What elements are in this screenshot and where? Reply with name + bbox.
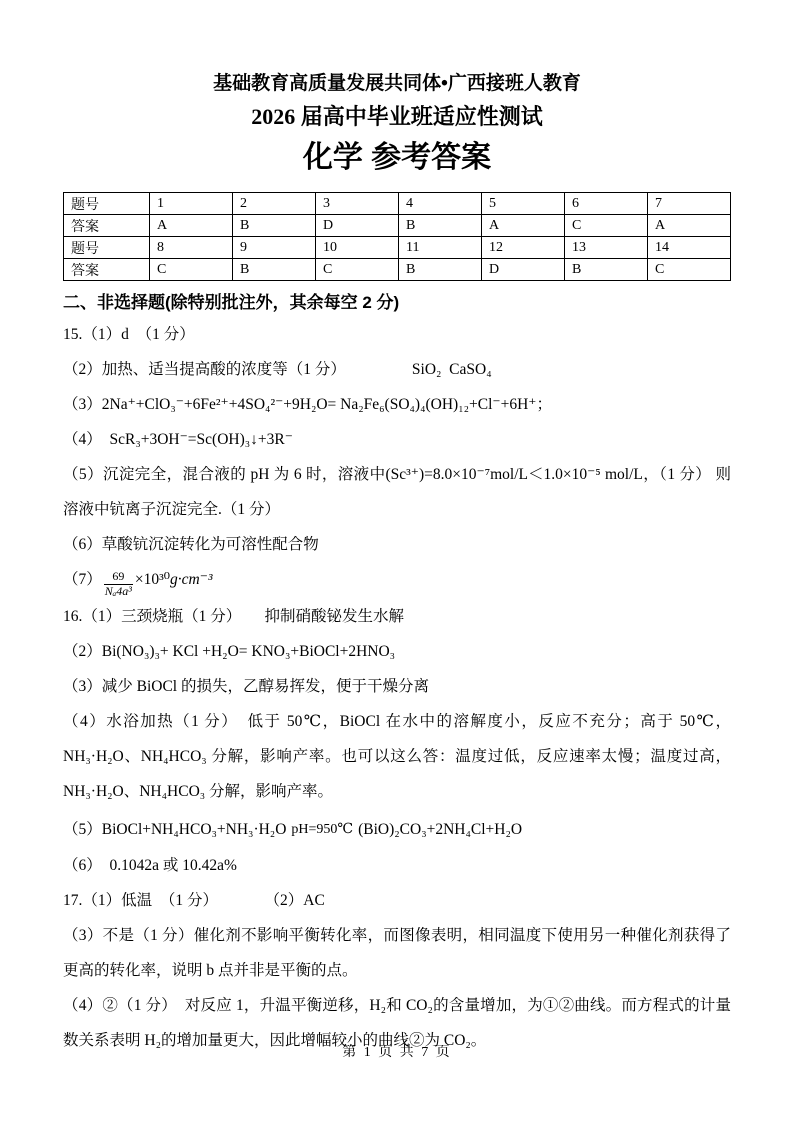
q15-answer-5: （5）沉淀完全，混合液的 pH 为 6 时，溶液中(Sc³⁺)=8.0×10⁻⁷mol/L＜1.0×10⁻⁵ mol/L，（1 分） 则溶液中钪离子沉淀完全.（1 分）: [63, 466, 731, 518]
section-heading: 二、非选择题(除特别批注外，其余每空 2 分): [63, 293, 400, 312]
answer-cell: D: [482, 259, 565, 281]
org-line: 基础教育高质量发展共同体•广西接班人教育: [213, 73, 581, 94]
answer-cell: C: [648, 259, 731, 281]
answer-cell: A: [482, 215, 565, 237]
qnum-cell: 12: [482, 237, 565, 259]
q16-answer-5-left: BiOCl+NH₄HCO₃+NH₃·H₂O: [101, 820, 287, 838]
answer-cell: D: [316, 215, 399, 237]
table-row: [64, 215, 731, 237]
q16-answer-5-right: (BiO)₂CO₃+2NH₄Cl+H₂O: [358, 820, 523, 838]
qnum-cell: 6: [565, 193, 648, 215]
answer-cell: C: [150, 259, 233, 281]
reaction-condition: [291, 821, 353, 839]
answer-cell: B: [399, 215, 482, 237]
row-label-cell: 答案: [64, 215, 150, 237]
qnum-cell: 10: [316, 237, 399, 259]
qnum-cell: 2: [233, 193, 316, 215]
q15-answer-7-mult: ×10³⁰: [134, 571, 170, 588]
fraction: [104, 570, 133, 599]
qnum-cell: 1: [150, 193, 233, 215]
answer-cell: B: [399, 259, 482, 281]
exam-line: 2026 届高中毕业班适应性测试: [251, 104, 543, 129]
table-row: [64, 259, 731, 281]
q15-answer-6: （6）草酸钪沉淀转化为可溶性配合物: [63, 536, 319, 553]
q16-answer-2-equation: （2）Bi(NO₃)₃+ KCl +H₂O= KNO₃+BiOCl+2HNO₃: [63, 642, 396, 660]
qnum-cell: 13: [565, 237, 648, 259]
q15-answer-1: 15.（1）d （1 分）: [63, 326, 195, 343]
table-row: [64, 237, 731, 259]
qnum-cell: 7: [648, 193, 731, 215]
q16-answer-1: 16.（1）三颈烧瓶（1 分） 抑制硝酸铋发生水解: [63, 607, 405, 625]
q16-answer-5-equation: [63, 809, 731, 848]
qnum-cell: 4: [399, 193, 482, 215]
fraction-numerator: 69: [104, 570, 133, 585]
row-label-cell: 答案: [64, 259, 150, 281]
answer-cell: A: [150, 215, 233, 237]
q16-answer-4: （4）水浴加热（1 分） 低于 50℃，BiOCl 在水中的溶解度小，反应不充分；高于 50℃，NH₃·H₂O、NH₄HCO₃ 分解，影响产率。也可以这么答：温度过低，反应速率太慢；温度过高，NH₃·H₂O、NH₄HCO₃ 分解，影响产率。: [63, 712, 731, 800]
answers-table: [63, 192, 731, 281]
qnum-cell: 14: [648, 237, 731, 259]
fraction-denominator: Nₐ4a³: [104, 584, 132, 598]
q16-answer-3: （3）减少 BiOCl 的损失，乙醇易挥发，便于干燥分离: [63, 677, 429, 695]
q17-answer-4: （4）②（1 分） 对反应 1，升温平衡逆移，H₂和 CO₂的含量增加，为①②曲线。而方程式的计量数关系表明 H₂的增加量更大，因此增幅较小的曲线②为 CO₂。: [63, 996, 731, 1049]
q15-answer-4-equation: （4） ScR₃+3OH⁻=Sc(OH)₃↓+3R⁻: [63, 431, 293, 448]
table-row: [64, 193, 731, 215]
q15-answer-7-label: （7）: [63, 571, 102, 588]
q15-answer-7-unit: g·cm⁻³: [170, 571, 213, 588]
page-footer: 第 1 页 共 7 页: [342, 1045, 452, 1060]
q17-answer-3: （3）不是（1 分）催化剂不影响平衡转化率，而图像表明，相同温度下使用另一种催化剂获得了更高的转化率，说明 b 点并非是平衡的点。: [63, 926, 731, 979]
qnum-cell: 3: [316, 193, 399, 215]
q15-answer-2-formulas: SiO₂ CaSO₄: [411, 361, 492, 378]
qnum-cell: 8: [150, 237, 233, 259]
reaction-condition-bottom: 50℃: [323, 822, 354, 838]
answer-cell: B: [233, 215, 316, 237]
q15-answer-2-text: （2）加热、适当提高酸的浓度等（1 分）: [63, 361, 346, 378]
qnum-cell: 5: [482, 193, 565, 215]
q15-answer-2: [63, 352, 731, 387]
answer-cell: C: [565, 215, 648, 237]
qnum-cell: 9: [233, 237, 316, 259]
q17-answer-1-2: 17.（1）低温 （1 分） （2）AC: [63, 891, 325, 909]
q15-answer-3-equation: （3）2Na⁺+ClO₃⁻+6Fe²⁺+4SO₄²⁻+9H₂O= Na₂Fe₆(SO₄)₄(OH)₁₂+Cl⁻+6H⁺；: [63, 396, 552, 413]
row-label-cell: 题号: [64, 193, 150, 215]
row-label-cell: 题号: [64, 237, 150, 259]
q15-answer-7: [63, 562, 731, 599]
answer-cell: B: [565, 259, 648, 281]
answer-cell: B: [233, 259, 316, 281]
answer-cell: C: [316, 259, 399, 281]
answer-cell: A: [648, 215, 731, 237]
q16-answer-5-label: （5）: [63, 820, 102, 838]
q16-answer-6: （6） 0.1042a 或 10.42a%: [63, 856, 237, 874]
page-title: 化学 参考答案: [302, 141, 492, 174]
qnum-cell: 11: [399, 237, 482, 259]
reaction-condition-top: pH=9: [291, 822, 324, 838]
